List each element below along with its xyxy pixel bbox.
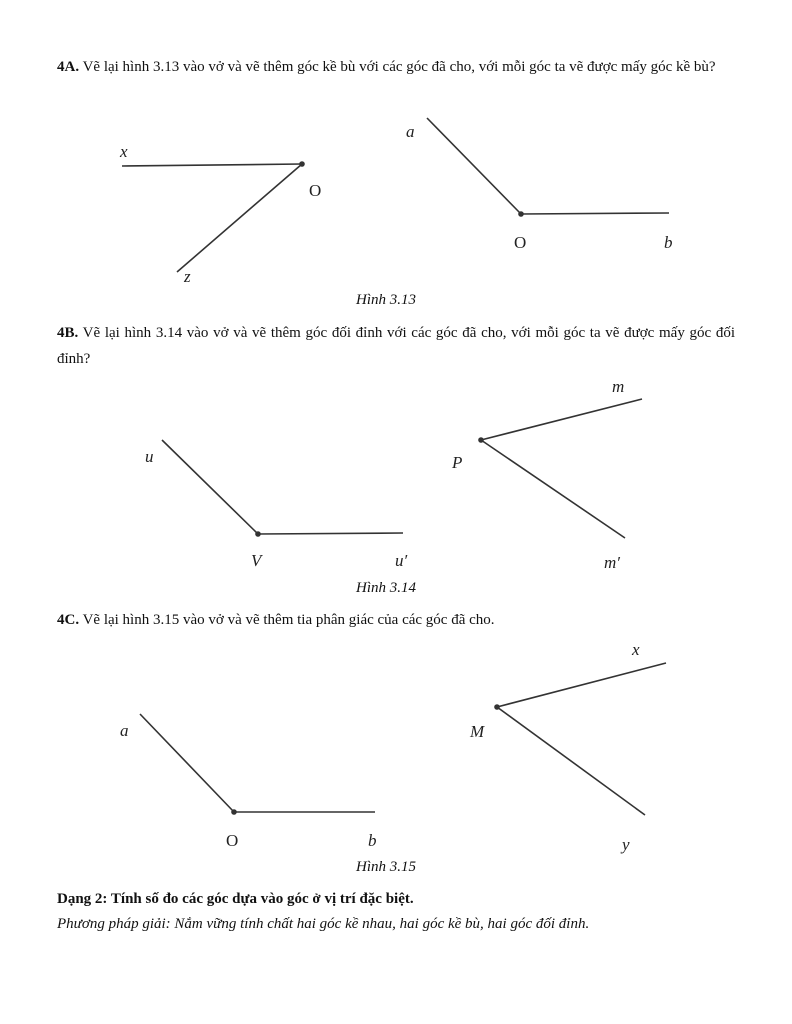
label-y: y (622, 835, 630, 854)
method-text: Phương pháp giải: Nắm vững tính chất hai góc kề nhau, hai góc kề bù, hai góc đối đỉnh. (57, 916, 590, 932)
ray-ob (521, 213, 669, 214)
exercise-4c-label: 4C. (57, 612, 80, 628)
ray-oa (427, 118, 521, 214)
exercise-4c-text: Vẽ lại hình 3.15 vào vở và vẽ thêm tia phân giác của các góc đã cho. (79, 612, 495, 628)
label-u-prime: u′ (395, 551, 408, 570)
label-u: u (145, 447, 154, 466)
figure-3-13-left (119, 142, 321, 286)
vertex-o-dot (299, 161, 305, 167)
exercise-4b-text: Vẽ lại hình 3.14 vào vở và vẽ thêm góc đối đỉnh với các góc đã cho, với mỗi góc ta vẽ được mấy góc đối đỉnh? (57, 325, 735, 367)
figure-3-13-caption: Hình 3.13 (356, 292, 416, 308)
figure-3-14-right (451, 377, 642, 572)
vertex-o-dot (518, 211, 524, 217)
ray-vu (162, 440, 258, 534)
figure-3-15-caption: Hình 3.15 (356, 859, 416, 875)
label-o: O (226, 831, 239, 850)
exercise-4a-label: 4A. (57, 59, 80, 75)
figure-3-13-right (406, 118, 673, 252)
vertex-m-dot (494, 704, 500, 710)
label-x: x (120, 142, 128, 161)
ray-my (497, 707, 645, 815)
label-p: P (452, 453, 463, 472)
ray-oa (140, 714, 234, 812)
label-a: a (406, 122, 415, 141)
figure-3-14-caption: Hình 3.14 (356, 580, 416, 596)
label-m: m (612, 377, 625, 396)
ray-pm (481, 399, 642, 440)
figure-3-15-right (469, 640, 666, 854)
exercise-4a-text: Vẽ lại hình 3.13 vào vở và vẽ thêm góc kề bù với các góc đã cho, với mỗi góc ta vẽ được mấy góc kề bù? (79, 59, 716, 75)
ray-pm-prime (481, 440, 625, 538)
label-o: O (514, 233, 527, 252)
exercise-4b (57, 320, 735, 372)
figure-3-15-left (120, 714, 377, 850)
vertex-v-dot (255, 531, 261, 537)
ray-ox (122, 164, 302, 166)
label-b: b (664, 233, 673, 252)
label-b: b (368, 831, 377, 850)
ray-vu-prime (258, 533, 403, 534)
section-dang-2-title: Dạng 2: Tính số đo các góc dựa vào góc ở vị trí đặc biệt. (57, 891, 414, 907)
vertex-o-dot (231, 809, 237, 815)
ray-mx (497, 663, 666, 707)
figure-3-14-left (145, 440, 408, 570)
vertex-p-dot (478, 437, 484, 443)
label-x: x (632, 640, 640, 659)
label-a: a (120, 721, 129, 740)
exercise-4b-label: 4B. (57, 325, 79, 341)
label-z: z (184, 267, 191, 286)
exercise-4c (57, 607, 735, 633)
label-o: O (309, 181, 322, 200)
ray-oz (177, 164, 302, 272)
label-m-prime: m′ (604, 553, 620, 572)
label-v: V (251, 551, 262, 570)
label-m: M (470, 722, 485, 741)
